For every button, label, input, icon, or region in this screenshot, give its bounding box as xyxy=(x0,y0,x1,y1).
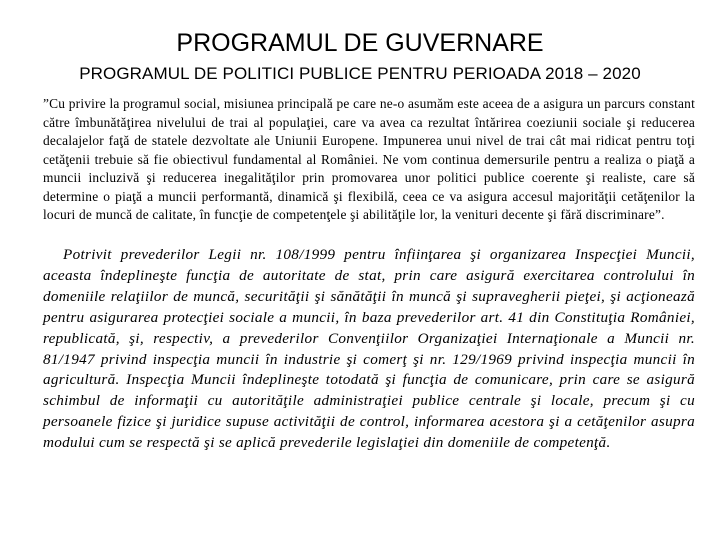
slide-title: PROGRAMUL DE GUVERNARE xyxy=(176,29,544,57)
legal-basis-paragraph: Potrivit prevederilor Legii nr. 108/1999 pentru înfiinţarea şi organizarea Inspecţiei Muncii, aceasta îndeplineşte funcţia de autoritate de stat, prin care asigură exercitarea controlului în domeniile relaţiilor de muncă, securităţii şi sănătăţii în muncă şi supravegherii pieţei, şi acţionează pentru asigurarea protecţiei sociale a muncii, în baza prevederilor art. 41 din Constituţia României, republicată, şi, respectiv, a prevederilor Convenţiilor Organizaţiei Internaţionale a Muncii nr. 81/1947 privind inspecţia muncii în industrie şi comerţ şi nr. 129/1969 privind inspecţia muncii în agricultură. Inspecţia Muncii îndeplineşte totodată şi funcţia de comunicare, prin care se asigură schimbul de informaţii cu autorităţile administraţiei publice centrale şi locale, precum şi cu persoanele fizice şi juridice supuse activităţii de control, informarea acestora şi a cetăţenilor asupra modului cum se respectă şi se aplică prevederile legislaţiei din domeniile de competenţă. xyxy=(43,246,695,452)
program-quote-paragraph: ”Cu privire la programul social, misiunea principală pe care ne-o asumăm este aceea de a asigura un parcurs constant către îmbunătăţirea nivelului de trai al populaţiei, care va avea ca rezultat întărirea coeziunii sociale şi reducerea decalajelor faţă de statele dezvoltate ale Uniunii Europene. Impunerea unui nivel de trai cât mai ridicat pentru toţi cetăţenii trebuie să fie obiectivul fundamental al României. Ne vom continua demersurile pentru a realiza o piaţă a muncii incluzivă şi reducerea inegalităţilor prin promovarea unor politici publice coerente şi realiste, care să determine o piaţă a muncii performantă, dinamică şi flexibilă, ceea ce va asigura accesul majorităţii cetăţenilor la locuri de muncă de calitate, în funcţie de competenţele şi abilităţile lor, la venituri decente şi fără discriminare”. xyxy=(43,96,695,222)
slide-subtitle: PROGRAMUL DE POLITICI PUBLICE PENTRU PERIOADA 2018 – 2020 xyxy=(79,64,641,83)
